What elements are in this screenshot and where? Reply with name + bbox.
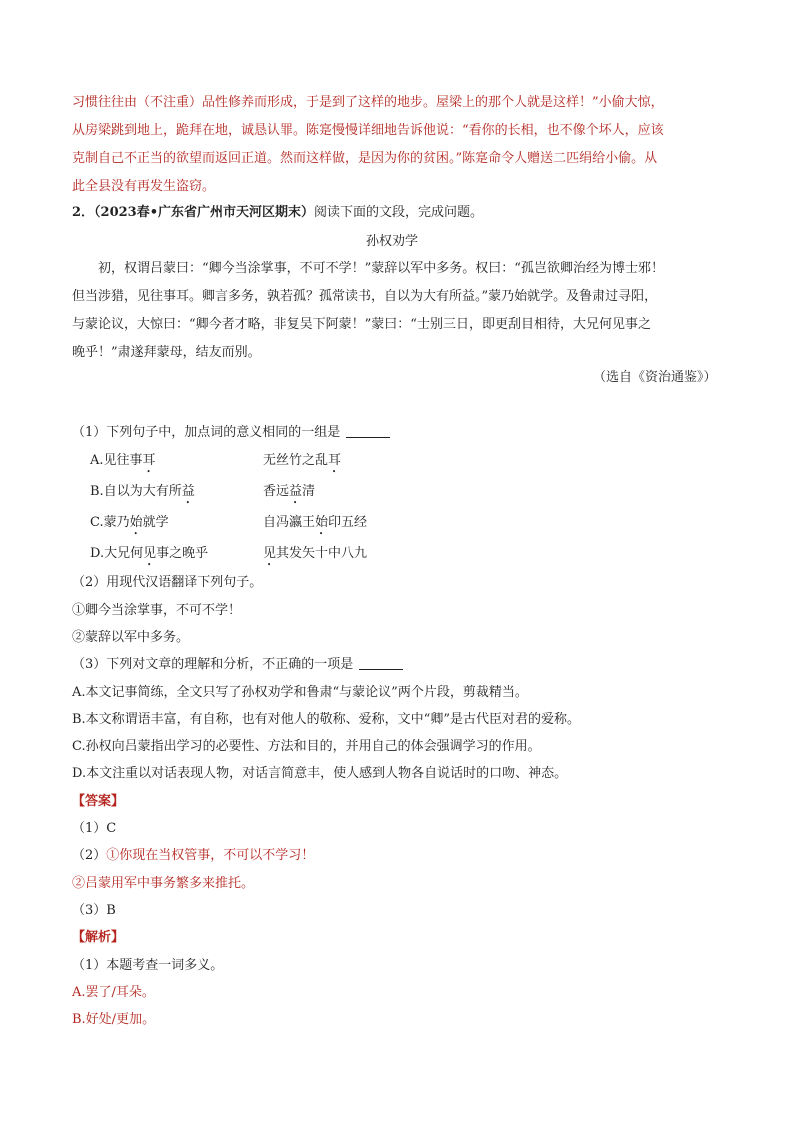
passage-title: 孙权劝学: [366, 234, 419, 249]
sub3-stem: [72, 655, 403, 675]
sub1-option-c-compare: [263, 513, 367, 538]
sub1-option-b-compare: [263, 482, 315, 507]
answer-3: （3）B: [72, 903, 116, 918]
option-marked-word: 见: [143, 546, 157, 561]
answer-2-line-1: [72, 846, 314, 866]
passage-line-2: 但当涉猎，见往事耳。卿言多务，孰若孤？孤常读书，自以为大有所益。”蒙乃始就学。及鲁肃过寻阳，: [72, 289, 658, 304]
sub3-option-a: A.本文记事简练，全文只写了孙权劝学和鲁肃“与蒙论议”两个片段，剪裁精当。: [72, 685, 528, 700]
option-label: D.: [90, 546, 105, 561]
option-label: C.: [90, 515, 104, 530]
answer-2-line-2: ②吕蒙用军中事务繁多来推托。: [72, 876, 255, 891]
option-marked-word: 益: [181, 484, 195, 499]
sub3-answer-blank[interactable]: [359, 668, 403, 670]
prev-passage-line-3: 克制自己不正当的欲望而返回正道。然而这样做，是因为你的贫困。”陈寔命令人赠送二匹绢给小偷。从: [72, 151, 658, 166]
sub2-item-1: ①卿今当涂掌事，不可不学！: [72, 603, 242, 618]
option-text-pre: 大兄何: [104, 546, 144, 561]
passage-citation: （选自《资治通鉴》）: [593, 370, 717, 385]
sub1-stem-text: （1）下列句子中，加点词的意义相同的一组是: [72, 425, 341, 440]
sub1-option-a: [90, 451, 156, 476]
option-text-pre: 自以为大有所: [103, 484, 182, 499]
option-text-pre: 见往事: [103, 453, 143, 468]
analysis-line-1: （1）本题考查一词多义。: [72, 958, 224, 973]
option-marked-word: 耳: [142, 453, 156, 468]
analysis-heading: 【解析】: [72, 930, 125, 945]
sub1-stem: [72, 423, 390, 443]
sub2-stem: （2）用现代汉语翻译下列句子。: [72, 575, 263, 590]
compare-marked-word: 始: [315, 515, 329, 530]
answer-2-text-1: ①你现在当权管事，不可以不学习！: [106, 848, 315, 863]
compare-marked-word: 益: [289, 484, 303, 499]
option-label: B.: [90, 484, 104, 499]
sub1-option-a-compare: [263, 451, 341, 476]
prev-passage-line-1: 习惯往往由（不注重）品性修养而形成，于是到了这样的地步。屋梁上的那个人就是这样！”小偷大惊，: [72, 95, 664, 110]
compare-marked-word: 见: [263, 546, 277, 561]
sub3-option-c: C.孙权向吕蒙指出学习的必要性、方法和目的，并用自己的体会强调学习的作用。: [72, 739, 541, 754]
question-instruction: 阅读下面的文段，完成问题。: [314, 205, 484, 220]
compare-text-pre: 香远: [263, 484, 290, 499]
option-text-post: 事之晚乎: [156, 546, 209, 561]
analysis-line-2: A.罢了/耳朵。: [72, 985, 155, 1000]
prev-passage-line-2: 从房梁跳到地上，跪拜在地，诚恳认罪。陈寔慢慢详细地告诉他说：“看你的长相，也不像个坏人，应该: [72, 123, 664, 138]
passage-line-3: 与蒙论议，大惊曰：“卿今者才略，非复吴下阿蒙！”蒙曰：“士别三日，即更刮目相待，大兄何见事之: [72, 317, 651, 332]
sub1-option-c: [90, 513, 169, 538]
prev-passage-line-4: 此全县没有再发生盗窃。: [72, 179, 216, 194]
question-header: [72, 203, 483, 223]
sub3-option-b: B.本文称谓语丰富，有自称，也有对他人的敬称、爱称，文中“卿”是古代臣对君的爱称。: [72, 712, 580, 727]
question-source: （2023春•广东省广州市天河区期末）: [94, 205, 315, 220]
compare-text-post: 清: [302, 484, 316, 499]
compare-text-post: 印五经: [328, 515, 368, 530]
sub3-stem-text: （3）下列对文章的理解和分析，不正确的一项是: [72, 657, 354, 672]
compare-text-pre: 无丝竹之乱: [263, 453, 329, 468]
sub1-option-d: [90, 544, 208, 569]
analysis-line-3: B.好处/更加。: [72, 1012, 156, 1027]
option-marked-word: 始: [129, 515, 143, 530]
sub1-answer-blank[interactable]: [346, 436, 390, 438]
compare-marked-word: 耳: [328, 453, 342, 468]
answer-1: （1）C: [72, 821, 117, 836]
passage-line-1: 初，权谓吕蒙曰：“卿今当涂掌事，不可不学！”蒙辞以军中多务。权曰：“孤岂欲卿治经为博士邪！: [98, 261, 664, 276]
option-text-pre: 蒙乃: [103, 515, 130, 530]
sub1-option-d-compare: [263, 544, 367, 569]
sub2-item-2: ②蒙辞以军中多务。: [72, 630, 190, 645]
answer-2-prefix: （2）: [72, 848, 107, 863]
option-text-post: 就学: [142, 515, 169, 530]
compare-text-pre: 自冯瀛王: [263, 515, 316, 530]
answer-heading: 【答案】: [72, 794, 125, 809]
sub3-option-d: D.本文注重以对话表现人物，对话言简意丰，使人感到人物各自说话时的口吻、神态。: [72, 766, 568, 781]
option-label: A.: [90, 453, 104, 468]
compare-text-post: 其发矢十中八九: [276, 546, 368, 561]
sub1-option-b: [90, 482, 195, 507]
passage-line-4: 晚乎！”肃遂拜蒙母，结友而别。: [72, 345, 261, 360]
question-number: 2．: [72, 205, 95, 220]
